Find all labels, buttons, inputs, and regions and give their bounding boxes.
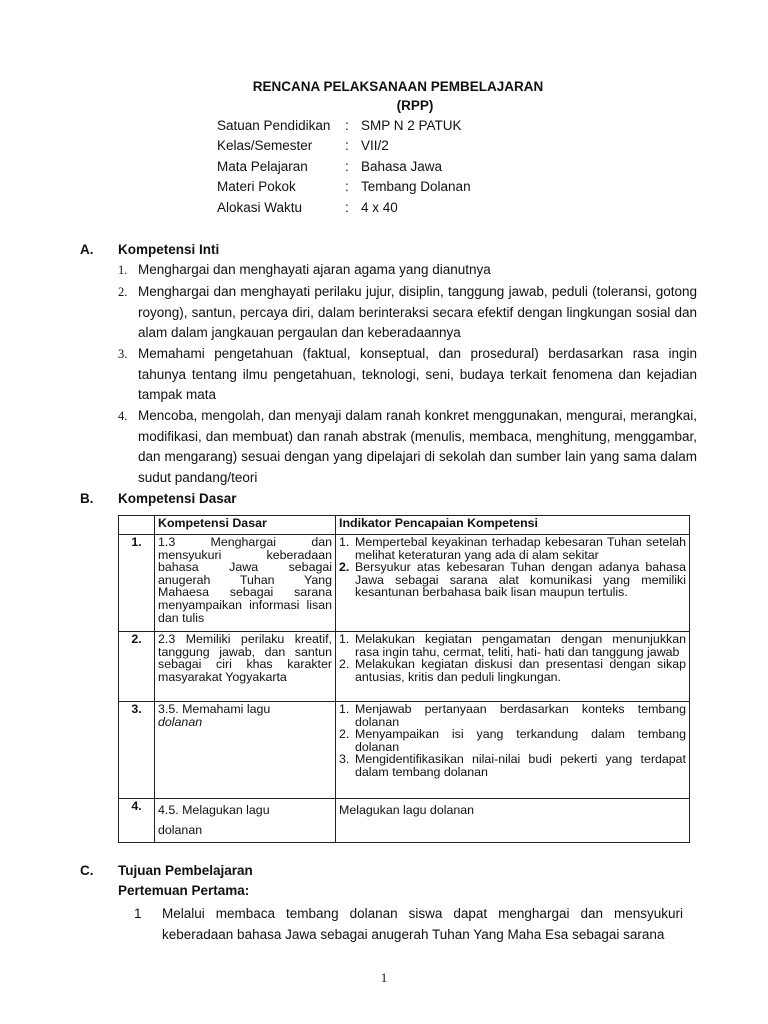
row-number: 2. [119,632,155,702]
row-number: 4. [119,799,155,843]
ki-text: Menghargai dan menghayati perilaku jujur, disiplin, tanggung jawab, peduli (toleransi, gotong royong), santun, percaya diri, dalam berinteraksi secara efektif dengan lingkungan sosial dan alam dalam jangkauan pergaulan dan keberadaannya [138,284,697,341]
goal-text: Melalui membaca tembang dolanan siswa dapat menghargai dan mensyukuri keberadaan bahasa Jawa sebagai anugerah Tuhan Yang Maha Esa sebagai sarana [162,906,683,942]
identity-label: Materi Pokok [217,179,296,194]
indicator-number: 2. [339,727,350,742]
indicator-item [339,753,686,778]
indicator-item [339,658,686,683]
indicator-cell: Melagukan lagu dolanan [336,799,690,843]
indicator-number: 3. [339,752,350,767]
section-c-letter: C. [80,863,94,878]
kd-cell [155,799,336,843]
identity-row [217,177,471,197]
identity-value: VII/2 [361,138,389,153]
row-number: 3. [119,702,155,799]
section-c-heading [80,861,253,881]
ki-text: Mencoba, mengolah, dan menyaji dalam ranah konkret menggunakan, mengurai, merangkai, modifikasi, dan membuat) dan ranah abstrak (menulis, membaca, menghitung, menggambar, dan mengarang) sesuai dengan yang dipelajari di sekolah dan sumber lain yang sama dalam sudut pandang/teori [138,408,697,485]
identity-value: Bahasa Jawa [361,159,443,174]
indicator-text: Menjawab pertanyaan berdasarkan konteks tembang dolanan [355,702,686,729]
indicator-item [339,633,686,658]
kd-line: 3.5. Memahami lagu [158,702,271,716]
section-a-heading [80,240,219,260]
indicator-cell [336,632,690,702]
indicator-number: 1. [339,702,350,716]
identity-row [217,157,442,177]
table-row [119,799,690,843]
ki-number: 4. [118,409,128,423]
identity-separator: : [345,138,349,153]
indicator-item [339,728,686,753]
indicator-text: Menyampaikan isi yang terkandung dalam tembang dolanan [355,727,686,754]
kd-cell [155,702,336,799]
section-a-letter: A. [80,242,94,257]
kd-line: 4.5. Melagukan lagu [158,803,270,817]
identity-separator: : [345,200,349,215]
section-b-letter: B. [80,491,94,506]
kd-line: dolanan [158,823,203,837]
title-line-2: (RPP) [396,98,434,113]
section-a-title: Kompetensi Inti [118,242,220,257]
kd-line-italic: dolanan [158,714,203,729]
kd-cell: 1.3 Menghargai dan mensyukuri keberadaan bahasa Jawa sebagai anugerah Tuhan Yang Mahaesa sebagai sarana menyampaikan informasi lisan dan tulis [155,535,336,632]
table-row [119,702,690,799]
identity-label: Alokasi Waktu [217,200,303,215]
indicator-cell [336,535,690,632]
identity-row [217,198,398,218]
header-cell: Kompetensi Dasar [155,516,336,535]
page-number: 1 [380,970,388,985]
table-row [119,632,690,702]
kompetensi-dasar-table [118,515,690,843]
section-b-title: Kompetensi Dasar [118,491,237,506]
indicator-text: Melakukan kegiatan diskusi dan presentasi dengan sikap antusias, kritis dan peduli lingkungan. [355,657,686,684]
meeting-subtitle: Pertemuan Pertama: [118,883,250,898]
section-b-heading [80,489,237,509]
ki-number: 3. [118,347,128,361]
kd-cell: 2.3 Memiliki perilaku kreatif, tanggung jawab, dan santun sebagai ciri khas karakter masyarakat Yogyakarta [155,632,336,702]
identity-label: Satuan Pendidikan [217,118,331,133]
identity-label: Kelas/Semester [217,138,313,153]
section-c-title: Tujuan Pembelajaran [118,863,253,878]
identity-row [217,116,462,136]
identity-separator: : [345,159,349,174]
identity-row [217,136,389,156]
header-cell [119,516,155,535]
table-row [119,535,690,632]
identity-separator: : [345,179,349,194]
indicator-text: Bersyukur atas kebesaran Tuhan dengan adanya bahasa Jawa sebagai sarana alat komunikasi yang memiliki kesantunan berbahasa baik lisan maupun tertulis. [355,560,686,600]
goal-number: 1 [134,906,142,921]
indicator-text: Melakukan kegiatan pengamatan dengan menunjukkan rasa ingin tahu, cermat, teliti, hati- hati dan tanggung jawab [355,632,686,659]
indicator-item [339,703,686,728]
indicator-item [339,561,686,599]
indicator-text: Mempertebal keyakinan terhadap kebesaran Tuhan setelah melihat keteraturan yang ada di alam sekitar [355,535,686,562]
document-title [0,77,768,115]
header-cell: Indikator Pencapaian Kompetensi [336,516,690,535]
row-number: 1. [119,535,155,632]
indicator-number: 1. [339,535,350,549]
indicator-number: 2. [339,657,350,672]
ki-number: 1. [118,263,128,277]
identity-value: SMP N 2 PATUK [361,118,462,133]
indicator-text: Mengidentifikasikan nilai-nilai budi pekerti yang terdapat dalam tembang dolanan [355,752,686,779]
indicator-cell [336,702,690,799]
identity-separator: : [345,118,349,133]
identity-label: Mata Pelajaran [217,159,308,174]
ki-text: Memahami pengetahuan (faktual, konseptual, dan prosedural) berdasarkan rasa ingin tahunya tentang ilmu pengetahuan, teknologi, seni, budaya terkait fenomena dan kejadian tampak mata [138,346,697,403]
ki-text: Menghargai dan menghayati ajaran agama yang dianutnya [138,262,491,277]
identity-value: Tembang Dolanan [361,179,471,194]
title-line-1: RENCANA PELAKSANAAN PEMBELAJARAN [252,79,544,94]
table-header-row [119,516,690,535]
ki-number: 2. [118,285,128,299]
indicator-item [339,536,686,561]
indicator-number: 1. [339,632,350,646]
identity-value: 4 x 40 [361,200,398,215]
indicator-number: 2. [339,560,350,575]
